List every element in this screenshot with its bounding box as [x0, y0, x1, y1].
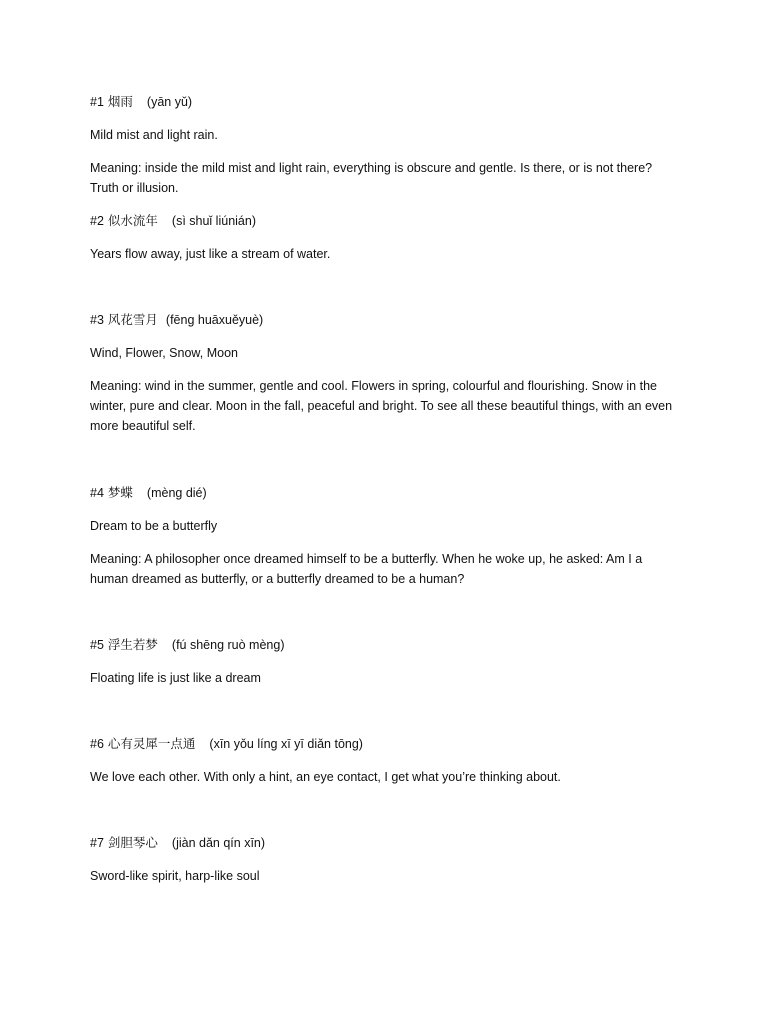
entry-number: #5	[90, 638, 104, 652]
entry-pinyin: (mèng dié)	[146, 486, 207, 500]
entry-pinyin: (xīn yǒu líng xī yī diǎn tōng)	[209, 737, 363, 751]
entry-chinese: 剑胆琴心	[107, 836, 158, 850]
entry-heading	[90, 635, 284, 655]
entry-pinyin: (yān yǔ)	[146, 95, 193, 109]
entry-chinese: 烟雨	[107, 95, 133, 109]
entry-heading	[90, 483, 207, 503]
entry-translation: Floating life is just like a dream	[90, 671, 261, 685]
entry-translation: Years flow away, just like a stream of water.	[90, 247, 331, 261]
entry-heading	[90, 92, 192, 112]
entry-number: #1	[90, 95, 104, 109]
entry-translation: Wind, Flower, Snow, Moon	[90, 346, 238, 360]
entry-heading	[90, 734, 363, 754]
entry-pinyin: (fú shēng ruò mèng)	[171, 638, 285, 652]
entry-chinese: 心有灵犀一点通	[107, 737, 196, 751]
document-page	[90, 0, 690, 1024]
entry-heading	[90, 310, 263, 330]
entry-translation: We love each other. With only a hint, an eye contact, I get what you’re thinking about.	[90, 770, 561, 784]
entry-meaning: Meaning: A philosopher once dreamed himself to be a butterfly. When he woke up, he asked: Am I a human dreamed as butterfly, or a butterfly dreamed to be a human?	[90, 552, 643, 586]
entry-chinese: 梦蝶	[107, 486, 133, 500]
entry-number: #4	[90, 486, 104, 500]
entry-number: #6	[90, 737, 104, 751]
entry-number: #7	[90, 836, 104, 850]
entry-translation: Dream to be a butterfly	[90, 519, 218, 533]
entry-chinese: 似水流年	[107, 214, 158, 228]
entry-number: #3	[90, 313, 104, 327]
entry-pinyin: (sì shuǐ liúnián)	[171, 214, 256, 228]
entry-meaning: Meaning: inside the mild mist and light rain, everything is obscure and gentle. Is there, or is not there? Truth or illusion.	[90, 161, 653, 195]
entry-chinese: 浮生若梦	[107, 638, 158, 652]
entry-chinese: 风花雪月	[107, 313, 158, 327]
entry-pinyin: (jiàn dǎn qín xīn)	[171, 836, 266, 850]
entry-heading	[90, 833, 265, 853]
entry-meaning: Meaning: wind in the summer, gentle and cool. Flowers in spring, colourful and flourishing. Snow in the winter, pure and clear. Moon in the fall, peaceful and bright. To see all these beautiful things, with an even more beautiful self.	[90, 379, 673, 433]
entry-heading	[90, 211, 256, 231]
entry-translation: Mild mist and light rain.	[90, 128, 218, 142]
entry-number: #2	[90, 214, 104, 228]
entry-pinyin: (fēng huāxuěyuè)	[165, 313, 264, 327]
entry-translation: Sword-like spirit, harp-like soul	[90, 869, 260, 883]
